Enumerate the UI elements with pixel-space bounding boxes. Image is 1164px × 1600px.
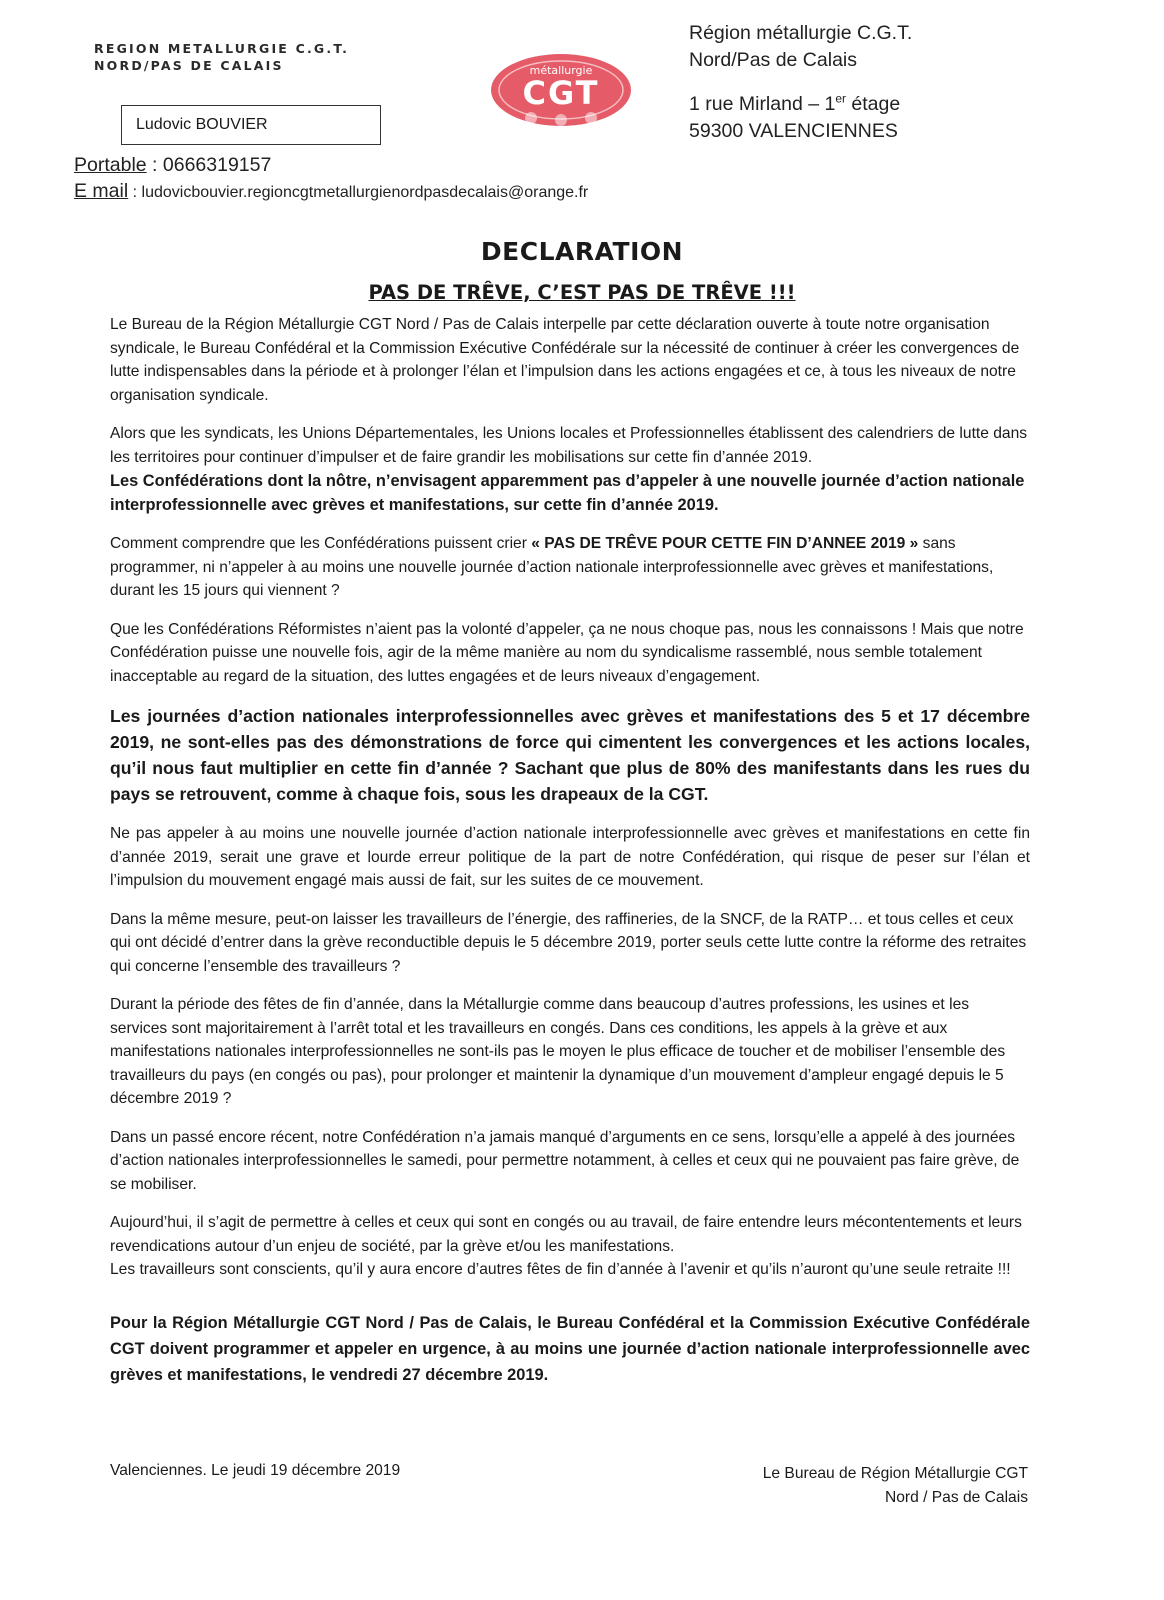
paragraph-10a: Aujourd’hui, il s’agit de permettre à celles et ceux qui sont en congés ou au travail, de faire entendre leurs mécontentements et leurs revendications autour d’un enjeu de société, par la grève et/ou les manifestations.: [110, 1214, 1022, 1255]
document-subtitle: PAS DE TRÊVE, C’EST PAS DE TRÊVE !!!: [368, 281, 796, 304]
postal-address: [689, 20, 912, 145]
address-superscript: er: [835, 91, 846, 106]
paragraph-8: Durant la période des fêtes de fin d’année, dans la Métallurgie comme dans beaucoup d’autres professions, les usines et les services sont majoritairement à l’arrêt total et les travailleurs en congés. Dans ces conditions, les appels à la grève et aux manifestations nationales interprofessionnelles ne sont-ils pas le moyen le plus efficace de toucher et de mobiliser l’ensemble des travailleurs du pays (en congés ou pas), pour prolonger et maintenir la dynamique d’un mouvement d’ampleur engagé depuis le 5 décembre 2019 ?: [110, 996, 1006, 1107]
signature-line-2: Nord / Pas de Calais: [884, 1489, 1028, 1506]
paragraph-3-start: Comment comprendre que les Confédérations puissent crier: [110, 535, 532, 552]
place-and-date: Valenciennes. Le jeudi 19 décembre 2019: [110, 1462, 401, 1479]
email-value: : ludovicbouvier.regioncgtmetallurgienordpasdecalais@orange.fr: [128, 184, 589, 201]
org-header-left: [94, 40, 349, 74]
contact-name-box: Ludovic BOUVIER: [121, 105, 381, 145]
paragraph-6: Ne pas appeler à au moins une nouvelle journée d’action nationale interprofessionnelle avec grèves et manifestations en cette fin d’année 2019, serait une grave et lourde erreur politique de la part de notre Confédération, qui risque de peser sur l’élan et l’impulsion du mouvement engagé mais aussi de fait, sur les suites de ce mouvement.: [110, 825, 1030, 889]
signature-block: [763, 1462, 1028, 1510]
paragraph-2: Alors que les syndicats, les Unions Départementales, les Unions locales et Professionnelles établissent des calendriers de lutte dans les territoires pour continuer d’impulser et de faire grandir les mobilisations sur cette fin d’année 2019.: [110, 425, 1028, 466]
paragraph-7: Dans la même mesure, peut-on laisser les travailleurs de l’énergie, des raffineries, de la SNCF, de la RATP… et tous celles et ceux qui ont décidé d’entrer dans la grève reconductible depuis le 5 décembre 2019, porter seuls cette lutte contre la réforme des retraites qui concerne l’ensemble des travailleurs ?: [110, 910, 1027, 975]
paragraph-10b: Les travailleurs sont conscients, qu’il y aura encore d’autres fêtes de fin d’année à l’avenir et qu’ils n’auront qu’une seule retraite !!!: [110, 1261, 1011, 1278]
document-title: DECLARATION: [480, 237, 684, 266]
phone-label: Portable: [74, 154, 147, 176]
phone-line: [74, 153, 271, 177]
email-label: E mail: [74, 180, 129, 202]
address-line-1: Région métallurgie C.G.T.: [689, 22, 913, 44]
email-line: [74, 179, 588, 205]
paragraph-1: Le Bureau de la Région Métallurgie CGT Nord / Pas de Calais interpelle par cette déclaration ouverte à toute notre organisation syndicale, le Bureau Confédéral et la Commission Exécutive Confédérale sur la nécessité de continuer à créer les convergences de lutte indispensables dans la période et à prolonger l’élan et l’impulsion dans les actions engagées et ce, à tous les niveaux de notre organisation syndicale.: [110, 316, 1020, 404]
cgt-logo-graphic: [489, 52, 639, 134]
paragraph-5-bold: Les journées d’action nationales interprofessionnelles avec grèves et manifestations des 5 et 17 décembre 2019, ne sont-elles pas des démonstrations de force qui cimentent les convergences et les actions locales, qu’il nous faut multiplier en cette fin d’année ? Sachant que plus de 80% des manifestants dans les rues du pays se retrouvent, comme à chaque fois, sous les drapeaux de la CGT.: [110, 706, 1030, 804]
address-line-3: [689, 91, 912, 118]
paragraph-9: Dans un passé encore récent, notre Confédération n’a jamais manqué d’arguments en ce sens, lorsqu’elle a appelé à des journées d’action nationales interprofessionnelles le samedi, pour permettre notamment, à celles et ceux qui ne pouvaient pas faire grève, de se mobiliser.: [110, 1128, 1020, 1193]
paragraph-conclusion: Pour la Région Métallurgie CGT Nord / Pas de Calais, le Bureau Confédéral et la Commission Exécutive Confédérale CGT doivent programmer et appeler en urgence, à au moins une journée d’action nationale interprofessionnelle avec grèves et manifestations, le vendredi 27 décembre 2019.: [110, 1313, 1030, 1384]
phone-value: : 0666319157: [146, 154, 272, 176]
paragraph-3-end: sans programmer, ni n’appeler à au moins une nouvelle journée d’action nationale interprofessionnelle avec grèves et manifestations, durant les 15 jours qui viennent ?: [110, 535, 994, 599]
logo-main-text: CGT: [522, 74, 600, 112]
address-line-4: 59300 VALENCIENNES: [689, 120, 898, 142]
address-street: 1 rue Mirland – 1: [689, 93, 836, 115]
cgt-logo: [489, 52, 639, 134]
address-line-2: Nord/Pas de Calais: [689, 49, 857, 71]
paragraph-3-slogan: « PAS DE TRÊVE POUR CETTE FIN D’ANNEE 2019 »: [531, 535, 919, 552]
address-floor: étage: [846, 93, 901, 115]
paragraph-4: Que les Confédérations Réformistes n’aient pas la volonté d’appeler, ça ne nous choque pas, nous les connaissons ! Mais que notre Confédération puisse une nouvelle fois, agir de la même manière au nom du syndicalisme rassemblé, nous semble totalement inacceptable au regard de la situation, des luttes engagées et de leurs niveaux d’engagement.: [110, 620, 1024, 685]
paragraph-2-bold: Les Confédérations dont la nôtre, n’envisagent apparemment pas d’appeler à une nouvelle journée d’action nationale interprofessionnelle avec grèves et manifestations, sur cette fin d’année 2019.: [110, 472, 1025, 514]
org-line-2: NORD/PAS DE CALAIS: [94, 58, 284, 73]
org-line-1: REGION METALLURGIE C.G.T.: [94, 41, 350, 56]
signature-line-1: Le Bureau de Région Métallurgie CGT: [762, 1465, 1028, 1482]
declaration-body: [110, 313, 1030, 1388]
paragraph-3: [110, 532, 1030, 603]
logo-top-text: métallurgie: [529, 64, 593, 77]
